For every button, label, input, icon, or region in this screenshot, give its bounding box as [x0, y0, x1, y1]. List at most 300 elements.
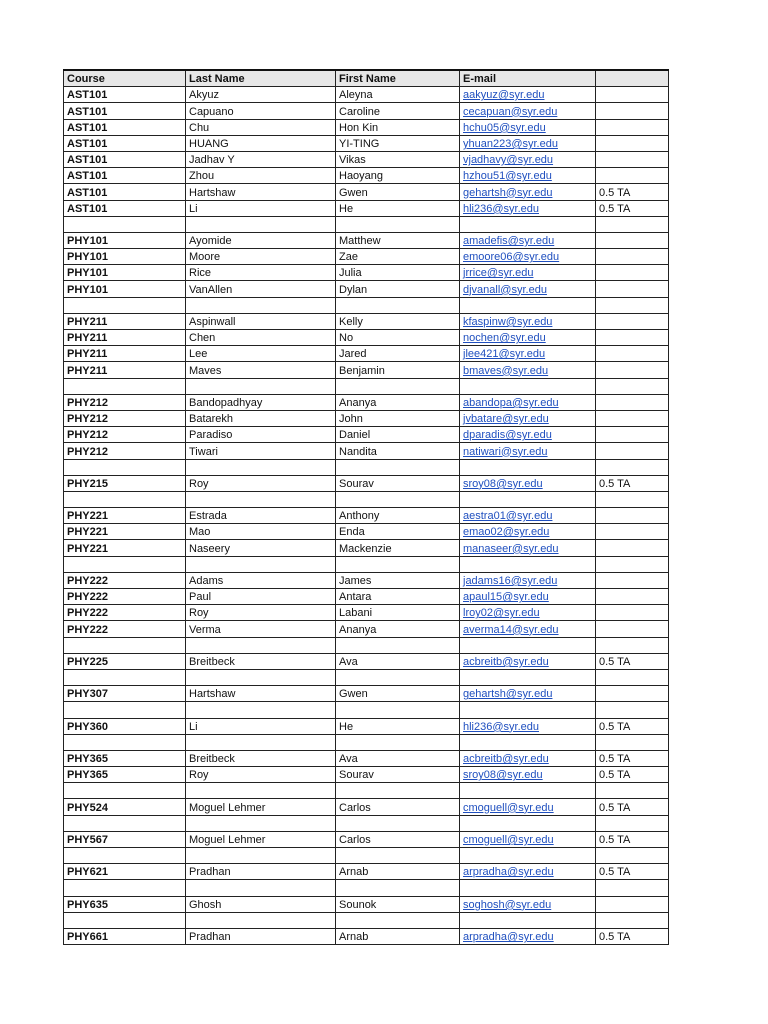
cell-ta-load: 0.5 TA	[596, 475, 669, 491]
blank-row	[64, 216, 669, 232]
cell-course	[64, 734, 186, 750]
cell-last-name: Tiwari	[186, 443, 336, 459]
cell-email	[460, 87, 596, 103]
cell-email	[460, 669, 596, 685]
email-link[interactable]: lroy02@syr.edu	[463, 607, 540, 620]
cell-last-name: Mao	[186, 524, 336, 540]
cell-ta-load	[596, 249, 669, 265]
cell-course: PHY635	[64, 896, 186, 912]
email-link[interactable]: soghosh@syr.edu	[463, 898, 552, 911]
cell-ta-load	[596, 151, 669, 167]
cell-email	[460, 443, 596, 459]
email-link[interactable]: nochen@syr.edu	[463, 332, 546, 345]
cell-course	[64, 848, 186, 864]
email-link[interactable]: aestra01@syr.edu	[463, 510, 553, 523]
cell-email	[460, 912, 596, 928]
table-row	[64, 750, 669, 766]
cell-ta-load	[596, 427, 669, 443]
cell-ta-load	[596, 524, 669, 540]
table-row	[64, 767, 669, 783]
cell-course: PHY360	[64, 718, 186, 734]
cell-email	[460, 216, 596, 232]
cell-first-name: Gwen	[336, 184, 460, 200]
cell-course: PHY222	[64, 572, 186, 588]
email-link[interactable]: averma14@syr.edu	[463, 623, 559, 636]
cell-ta-load	[596, 346, 669, 362]
cell-ta-load: 0.5 TA	[596, 767, 669, 783]
email-link[interactable]: sroy08@syr.edu	[463, 477, 543, 490]
table-row	[64, 653, 669, 669]
table-row	[64, 151, 669, 167]
cell-course	[64, 297, 186, 313]
cell-course	[64, 702, 186, 718]
cell-last-name: Chu	[186, 119, 336, 135]
cell-email	[460, 491, 596, 507]
cell-course: PHY212	[64, 443, 186, 459]
cell-ta-load	[596, 297, 669, 313]
cell-last-name: Verma	[186, 621, 336, 637]
email-link[interactable]: emoore06@syr.edu	[463, 251, 560, 264]
cell-last-name	[186, 848, 336, 864]
cell-ta-load	[596, 410, 669, 426]
cell-email	[460, 281, 596, 297]
cell-course: PHY101	[64, 265, 186, 281]
email-link[interactable]: arpradha@syr.edu	[463, 931, 554, 944]
cell-last-name: Bandopadhyay	[186, 394, 336, 410]
cell-first-name: Hon Kin	[336, 119, 460, 135]
cell-email	[460, 410, 596, 426]
cell-ta-load	[596, 783, 669, 799]
cell-first-name: Sourav	[336, 767, 460, 783]
table-row	[64, 475, 669, 491]
cell-last-name: Roy	[186, 767, 336, 783]
cell-first-name: Caroline	[336, 103, 460, 119]
cell-course: PHY212	[64, 410, 186, 426]
cell-first-name: James	[336, 572, 460, 588]
cell-last-name	[186, 669, 336, 685]
email-link[interactable]: hchu05@syr.edu	[463, 121, 546, 134]
cell-last-name: Zhou	[186, 168, 336, 184]
table-row	[64, 896, 669, 912]
email-link[interactable]: cmoguell@syr.edu	[463, 834, 554, 846]
cell-email	[460, 362, 596, 378]
cell-course: AST101	[64, 87, 186, 103]
cell-course	[64, 815, 186, 831]
cell-ta-load	[596, 572, 669, 588]
email-link[interactable]: cmoguell@syr.edu	[463, 801, 554, 814]
cell-ta-load	[596, 912, 669, 928]
cell-course: PHY212	[64, 427, 186, 443]
cell-first-name	[336, 556, 460, 572]
cell-course: PHY101	[64, 249, 186, 265]
cell-ta-load	[596, 135, 669, 151]
table-row	[64, 443, 669, 459]
cell-email	[460, 346, 596, 362]
email-link[interactable]: sroy08@syr.edu	[463, 769, 543, 782]
cell-course	[64, 783, 186, 799]
cell-email	[460, 750, 596, 766]
cell-course: PHY222	[64, 589, 186, 605]
cell-ta-load	[596, 815, 669, 831]
cell-ta-load	[596, 848, 669, 864]
cell-last-name: Roy	[186, 475, 336, 491]
cell-first-name: Julia	[336, 265, 460, 281]
cell-last-name: Maves	[186, 362, 336, 378]
cell-ta-load	[596, 589, 669, 605]
cell-ta-load	[596, 896, 669, 912]
blank-row	[64, 378, 669, 394]
cell-email	[460, 168, 596, 184]
cell-first-name: Haoyang	[336, 168, 460, 184]
email-link[interactable]: abandopa@syr.edu	[463, 396, 559, 409]
cell-first-name: Ananya	[336, 621, 460, 637]
cell-course: PHY365	[64, 767, 186, 783]
cell-first-name: Carlos	[336, 831, 460, 847]
cell-first-name: Dylan	[336, 281, 460, 297]
cell-last-name	[186, 378, 336, 394]
cell-first-name: Kelly	[336, 313, 460, 329]
table-row	[64, 168, 669, 184]
cell-ta-load	[596, 443, 669, 459]
cell-last-name: Pradhan	[186, 928, 336, 944]
table-row	[64, 313, 669, 329]
cell-email	[460, 459, 596, 475]
table-row	[64, 831, 669, 847]
cell-first-name	[336, 734, 460, 750]
cell-ta-load	[596, 232, 669, 248]
cell-email	[460, 605, 596, 621]
email-link[interactable]: natiwari@syr.edu	[463, 445, 548, 458]
table-row	[64, 928, 669, 944]
cell-first-name: Gwen	[336, 686, 460, 702]
cell-ta-load	[596, 508, 669, 524]
cell-ta-load	[596, 669, 669, 685]
blank-row	[64, 783, 669, 799]
cell-email	[460, 556, 596, 572]
blank-row	[64, 734, 669, 750]
email-link[interactable]: amadefis@syr.edu	[463, 235, 555, 248]
cell-course: PHY524	[64, 799, 186, 815]
cell-first-name	[336, 669, 460, 685]
cell-course	[64, 491, 186, 507]
cell-ta-load: 0.5 TA	[596, 750, 669, 766]
cell-course: PHY225	[64, 653, 186, 669]
cell-first-name: YI-TING	[336, 135, 460, 151]
email-link[interactable]: kfaspinw@syr.edu	[463, 316, 553, 328]
email-link[interactable]: gehartsh@syr.edu	[463, 688, 553, 701]
email-link[interactable]: aakyuz@syr.edu	[463, 89, 545, 102]
cell-email	[460, 151, 596, 167]
cell-first-name: Arnab	[336, 864, 460, 880]
cell-email	[460, 718, 596, 734]
cell-first-name	[336, 378, 460, 394]
cell-course: PHY212	[64, 394, 186, 410]
cell-email	[460, 540, 596, 556]
cell-first-name: Mackenzie	[336, 540, 460, 556]
cell-last-name	[186, 912, 336, 928]
cell-ta-load: 0.5 TA	[596, 799, 669, 815]
email-link[interactable]: hli236@syr.edu	[463, 720, 539, 733]
cell-last-name	[186, 459, 336, 475]
cell-ta-load	[596, 265, 669, 281]
cell-first-name: Daniel	[336, 427, 460, 443]
email-link[interactable]: apaul15@syr.edu	[463, 591, 549, 604]
cell-last-name	[186, 216, 336, 232]
cell-course: PHY307	[64, 686, 186, 702]
header-ta-load	[596, 70, 669, 87]
cell-first-name: Ananya	[336, 394, 460, 410]
cell-last-name: Breitbeck	[186, 653, 336, 669]
cell-email	[460, 896, 596, 912]
table-row	[64, 232, 669, 248]
email-link[interactable]: jrrice@syr.edu	[463, 267, 534, 280]
header-first-name: First Name	[336, 70, 460, 87]
table-row	[64, 864, 669, 880]
cell-first-name: Ava	[336, 750, 460, 766]
email-link[interactable]: gehartsh@syr.edu	[463, 186, 553, 199]
email-link[interactable]: cecapuan@syr.edu	[463, 105, 558, 118]
cell-last-name: Akyuz	[186, 87, 336, 103]
cell-course: PHY211	[64, 362, 186, 378]
cell-first-name: He	[336, 718, 460, 734]
cell-ta-load	[596, 87, 669, 103]
cell-ta-load	[596, 313, 669, 329]
cell-course: PHY221	[64, 540, 186, 556]
cell-first-name	[336, 815, 460, 831]
table-row	[64, 362, 669, 378]
cell-email	[460, 265, 596, 281]
cell-email	[460, 427, 596, 443]
cell-last-name: VanAllen	[186, 281, 336, 297]
cell-email	[460, 103, 596, 119]
cell-first-name: Jared	[336, 346, 460, 362]
cell-ta-load	[596, 637, 669, 653]
cell-last-name: Li	[186, 718, 336, 734]
cell-email	[460, 637, 596, 653]
cell-course: PHY222	[64, 621, 186, 637]
cell-email	[460, 232, 596, 248]
email-link[interactable]: jlee421@syr.edu	[463, 348, 546, 361]
table-row	[64, 346, 669, 362]
cell-ta-load	[596, 330, 669, 346]
cell-first-name: Carlos	[336, 799, 460, 815]
header-row	[64, 70, 669, 87]
table-row	[64, 200, 669, 216]
table-row	[64, 119, 669, 135]
email-link[interactable]: acbreitb@syr.edu	[463, 655, 549, 668]
email-link[interactable]: manaseer@syr.edu	[463, 542, 559, 555]
blank-row	[64, 297, 669, 313]
cell-last-name: Aspinwall	[186, 313, 336, 329]
cell-first-name: Labani	[336, 605, 460, 621]
blank-row	[64, 556, 669, 572]
cell-ta-load	[596, 362, 669, 378]
cell-email	[460, 621, 596, 637]
email-link[interactable]: jvbatare@syr.edu	[463, 413, 549, 426]
cell-last-name	[186, 815, 336, 831]
cell-email	[460, 313, 596, 329]
ta-assignment-sheet	[63, 69, 668, 945]
cell-first-name: Anthony	[336, 508, 460, 524]
cell-email	[460, 815, 596, 831]
cell-course	[64, 459, 186, 475]
cell-first-name: Vikas	[336, 151, 460, 167]
cell-first-name: He	[336, 200, 460, 216]
cell-course: PHY211	[64, 313, 186, 329]
cell-email	[460, 589, 596, 605]
cell-last-name: Roy	[186, 605, 336, 621]
table-row	[64, 572, 669, 588]
cell-email	[460, 508, 596, 524]
email-link[interactable]: bmaves@syr.edu	[463, 364, 549, 377]
cell-course: PHY621	[64, 864, 186, 880]
cell-email	[460, 783, 596, 799]
email-link[interactable]: djvanall@syr.edu	[463, 283, 547, 296]
ta-table	[63, 69, 669, 945]
table-row	[64, 103, 669, 119]
cell-last-name: Paul	[186, 589, 336, 605]
table-row	[64, 249, 669, 265]
cell-ta-load: 0.5 TA	[596, 718, 669, 734]
blank-row	[64, 848, 669, 864]
cell-last-name	[186, 637, 336, 653]
cell-ta-load	[596, 168, 669, 184]
cell-email	[460, 330, 596, 346]
cell-course	[64, 912, 186, 928]
cell-first-name: Arnab	[336, 928, 460, 944]
cell-last-name: Moguel Lehmer	[186, 831, 336, 847]
cell-course: PHY221	[64, 508, 186, 524]
cell-course: PHY215	[64, 475, 186, 491]
email-link[interactable]: acbreitb@syr.edu	[463, 753, 549, 766]
cell-first-name: Sourav	[336, 475, 460, 491]
cell-email	[460, 249, 596, 265]
cell-course: AST101	[64, 119, 186, 135]
cell-email	[460, 200, 596, 216]
cell-email	[460, 880, 596, 896]
cell-first-name	[336, 637, 460, 653]
cell-ta-load	[596, 119, 669, 135]
blank-row	[64, 491, 669, 507]
blank-row	[64, 702, 669, 718]
cell-first-name: Enda	[336, 524, 460, 540]
email-link[interactable]: arpradha@syr.edu	[463, 866, 554, 879]
cell-course: PHY221	[64, 524, 186, 540]
email-link[interactable]: dparadis@syr.edu	[463, 429, 552, 442]
cell-last-name: Rice	[186, 265, 336, 281]
cell-first-name	[336, 912, 460, 928]
cell-course: PHY222	[64, 605, 186, 621]
cell-last-name	[186, 702, 336, 718]
cell-first-name	[336, 297, 460, 313]
cell-ta-load	[596, 686, 669, 702]
header-course: Course	[64, 70, 186, 87]
cell-ta-load: 0.5 TA	[596, 831, 669, 847]
table-row	[64, 589, 669, 605]
cell-first-name	[336, 491, 460, 507]
cell-last-name	[186, 880, 336, 896]
cell-ta-load	[596, 103, 669, 119]
cell-ta-load	[596, 378, 669, 394]
email-link[interactable]: hli236@syr.edu	[463, 202, 539, 215]
cell-first-name	[336, 702, 460, 718]
cell-course	[64, 669, 186, 685]
cell-ta-load	[596, 459, 669, 475]
cell-last-name: Adams	[186, 572, 336, 588]
cell-course	[64, 637, 186, 653]
cell-last-name	[186, 783, 336, 799]
cell-email	[460, 767, 596, 783]
cell-last-name: Paradiso	[186, 427, 336, 443]
cell-email	[460, 653, 596, 669]
email-link[interactable]: yhuan223@syr.edu	[463, 137, 558, 150]
email-link[interactable]: hzhou51@syr.edu	[463, 170, 552, 183]
header-last-name: Last Name	[186, 70, 336, 87]
cell-email	[460, 378, 596, 394]
cell-last-name	[186, 297, 336, 313]
cell-ta-load	[596, 880, 669, 896]
blank-row	[64, 669, 669, 685]
cell-course: PHY211	[64, 346, 186, 362]
cell-ta-load: 0.5 TA	[596, 864, 669, 880]
cell-first-name: Ava	[336, 653, 460, 669]
table-row	[64, 799, 669, 815]
blank-row	[64, 912, 669, 928]
cell-course	[64, 880, 186, 896]
email-link[interactable]: jadams16@syr.edu	[463, 575, 558, 587]
cell-email	[460, 864, 596, 880]
cell-email	[460, 524, 596, 540]
cell-last-name: Jadhav Y	[186, 151, 336, 167]
cell-course: PHY365	[64, 750, 186, 766]
cell-last-name	[186, 734, 336, 750]
cell-course: AST101	[64, 168, 186, 184]
email-link[interactable]: vjadhavy@syr.edu	[463, 154, 554, 167]
cell-email	[460, 702, 596, 718]
cell-email	[460, 734, 596, 750]
cell-last-name: Capuano	[186, 103, 336, 119]
table-body	[64, 87, 669, 945]
cell-course: PHY211	[64, 330, 186, 346]
cell-last-name: Batarekh	[186, 410, 336, 426]
cell-last-name: Lee	[186, 346, 336, 362]
cell-ta-load	[596, 491, 669, 507]
table-row	[64, 281, 669, 297]
cell-ta-load	[596, 621, 669, 637]
cell-first-name	[336, 783, 460, 799]
email-link[interactable]: emao02@syr.edu	[463, 526, 550, 539]
cell-course: AST101	[64, 184, 186, 200]
cell-last-name	[186, 556, 336, 572]
table-row	[64, 427, 669, 443]
cell-last-name: Moguel Lehmer	[186, 799, 336, 815]
cell-course	[64, 556, 186, 572]
table-row	[64, 524, 669, 540]
cell-email	[460, 135, 596, 151]
cell-first-name: Zae	[336, 249, 460, 265]
cell-email	[460, 848, 596, 864]
blank-row	[64, 637, 669, 653]
cell-course: AST101	[64, 103, 186, 119]
cell-first-name: Matthew	[336, 232, 460, 248]
cell-first-name: No	[336, 330, 460, 346]
cell-first-name: Benjamin	[336, 362, 460, 378]
cell-email	[460, 686, 596, 702]
cell-course: AST101	[64, 200, 186, 216]
cell-ta-load	[596, 281, 669, 297]
table-row	[64, 410, 669, 426]
cell-ta-load	[596, 734, 669, 750]
